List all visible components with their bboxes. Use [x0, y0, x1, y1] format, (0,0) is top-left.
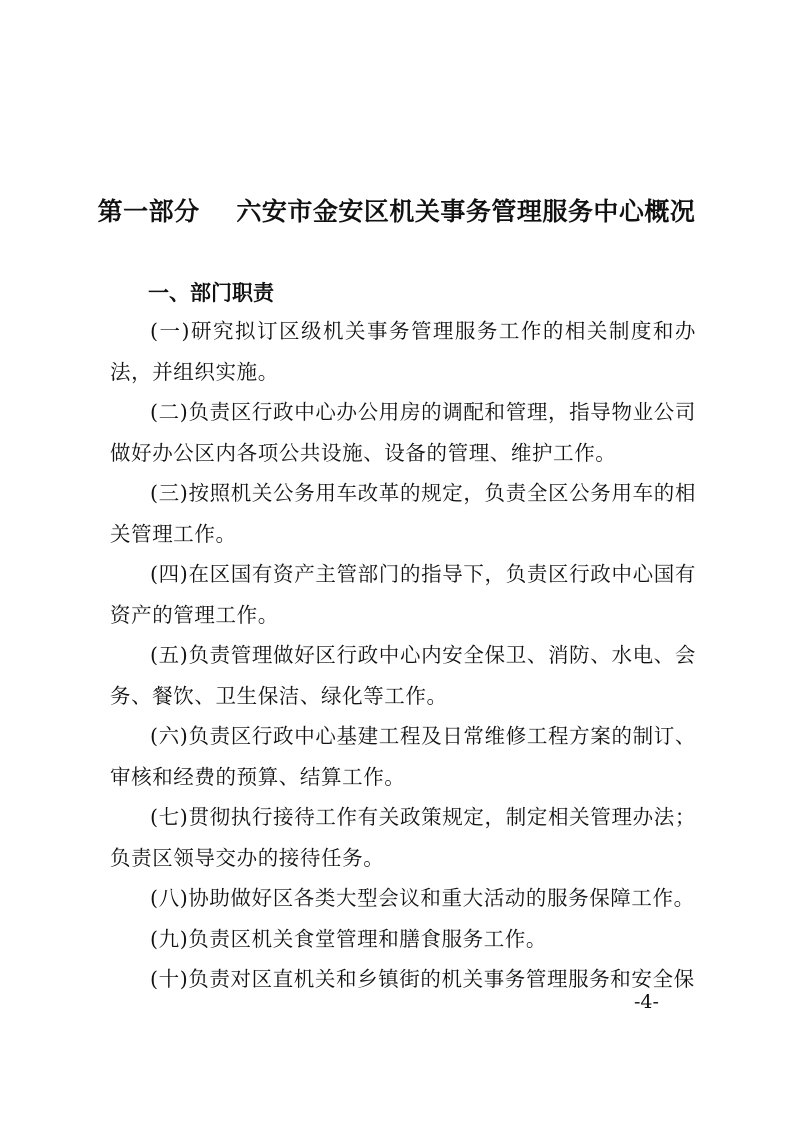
- section-heading: 一、部门职责: [148, 281, 274, 305]
- duty-paragraph-3: (三)按照机关公务用车改革的规定，负责全区公务用车的相关管理工作。: [110, 481, 696, 546]
- duty-paragraph-7: (七)贯彻执行接待工作有关政策规定，制定相关管理办法；负责区领导交办的接待任务。: [110, 805, 696, 870]
- duty-paragraph-9: (九)负责区机关食堂管理和膳食服务工作。: [150, 926, 547, 951]
- duty-paragraph-5: (五)负责管理做好区行政中心内安全保卫、消防、水电、会务、餐饮、卫生保洁、绿化等工作。: [110, 643, 696, 708]
- page-number: -4-: [634, 991, 659, 1013]
- duty-paragraph-2: (二)负责区行政中心办公用房的调配和管理，指导物业公司做好办公区内各项公共设施、设备的管理、维护工作。: [110, 400, 696, 465]
- duty-paragraph-4: (四)在区国有资产主管部门的指导下，负责区行政中心国有资产的管理工作。: [110, 562, 696, 627]
- duty-paragraph-10: (十)负责对区直机关和乡镇街的机关事务管理服务和安全保: [150, 967, 695, 991]
- duty-paragraph-8: (八)协助做好区各类大型会议和重大活动的服务保障工作。: [150, 886, 695, 910]
- page-title: 第一部分 六安市金安区机关事务管理服务中心概况: [97, 197, 696, 226]
- duty-paragraph-6: (六)负责区行政中心基建工程及日常维修工程方案的制订、审核和经费的预算、结算工作。: [110, 724, 696, 789]
- document-body: [110, 311, 696, 1000]
- duty-paragraph-1: (一)研究拟订区级机关事务管理服务工作的相关制度和办法，并组织实施。: [110, 319, 696, 384]
